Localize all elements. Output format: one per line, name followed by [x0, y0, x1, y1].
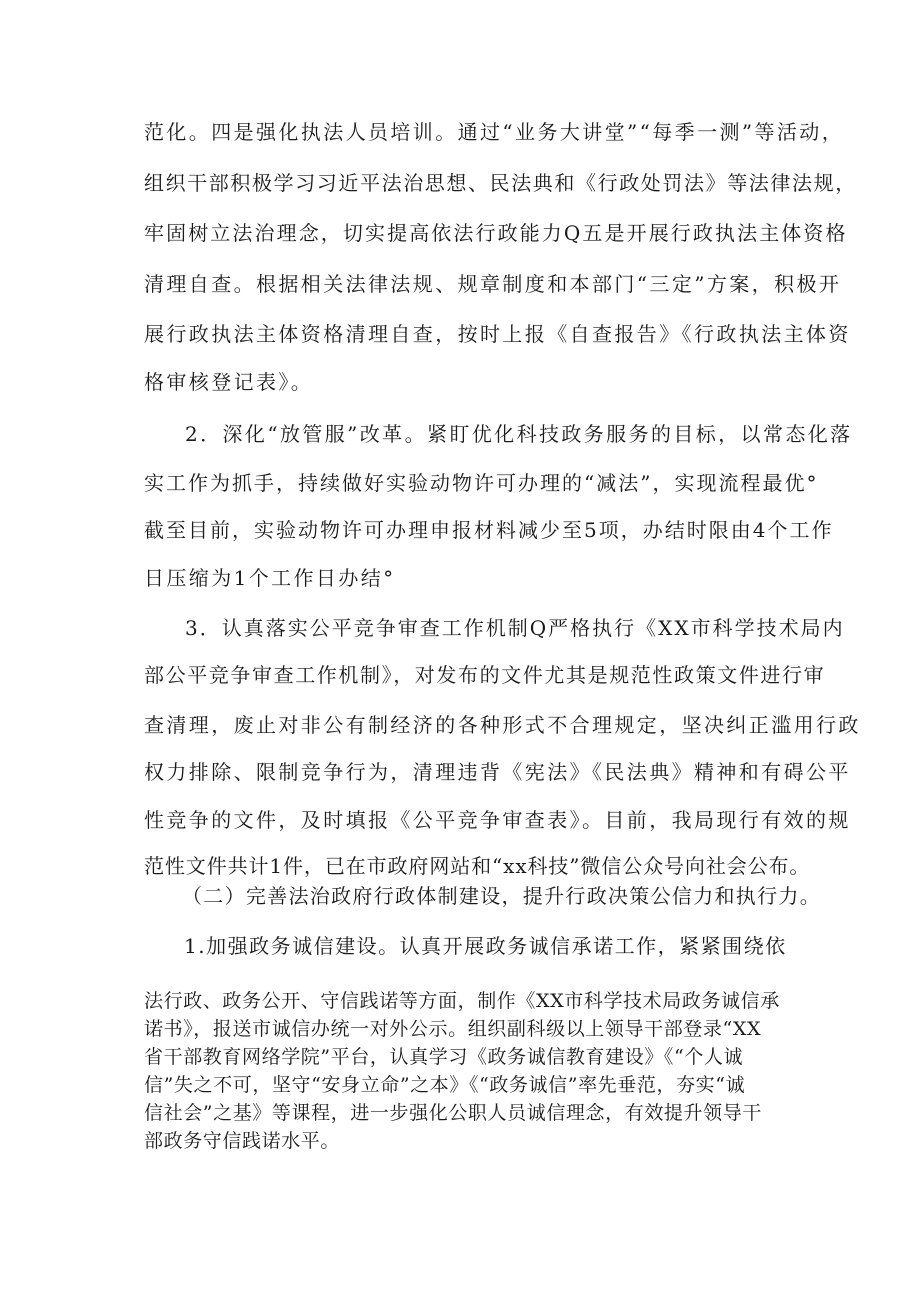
paragraph-line: 部公平竞争审查工作机制》，对发布的文件尤其是规范性政策文件进行审	[144, 663, 826, 687]
paragraph-line: 牢固树立法治理念，切实提高依法行政能力Q五是开展行政执法主体资格	[144, 221, 848, 245]
paragraph-line: 法行政、政务公开、守信践诺等方面，制作《XX市科学技术局政务诚信承	[144, 990, 780, 1012]
paragraph-line: 部政务守信践诺水平。	[144, 1130, 341, 1152]
paragraph-line: 范化。四是强化执法人员培训。通过“业务大讲堂”“每季一测”等活动，	[144, 120, 845, 144]
paragraph-line: 3．认真落实公平竞争审查工作机制Q严格执行《XX市科学技术局内	[185, 616, 845, 640]
paragraph-line: 查清理，废止对非公有制经济的各种形式不合理规定，坚决纠正滥用行政	[144, 713, 861, 737]
paragraph-line: 格审核登记表》。	[144, 370, 314, 394]
paragraph-line: 日压缩为1个工作日办结°	[144, 566, 396, 590]
paragraph-line: 清理自查。根据相关法律法规、规章制度和本部门“三定”方案，积极开	[144, 272, 842, 296]
paragraph-line: 展行政执法主体资格清理自查，按时上报《自查报告》《行政执法主体资	[144, 322, 851, 346]
paragraph-line: 性竞争的文件，及时填报《公平竞争审查表》。目前，我局现行有效的规	[144, 808, 851, 832]
paragraph-line: 组织干部积极学习习近平法治思想、民法典和《行政处罚法》等法律法规，	[144, 171, 857, 195]
paragraph-line: 诺书》，报送市诚信办统一对外公示。组织副科级以上领导干部登录“XX	[144, 1018, 762, 1040]
paragraph-line: 信社会”之基》等课程，进一步强化公职人员诚信理念，有效提升领导干	[144, 1102, 762, 1124]
paragraph-line: 信”失之不可，坚守“安身立命”之本》《“政务诚信”率先垂范，夯实“诚	[144, 1074, 746, 1096]
paragraph-line: 范性文件共计1件，已在市政府网站和“xx科技”微信公众号向社会公布。	[144, 854, 811, 878]
section-heading: （二）完善法治政府行政体制建设，提升行政决策公信力和执行力。	[182, 884, 821, 908]
paragraph-line: 省干部教育网络学院”平台，认真学习《政务诚信教育建设》《“个人诚	[144, 1046, 744, 1068]
paragraph-line: 截至目前，实验动物许可办理申报材料减少至5项，办结时限由4个工作	[144, 518, 834, 542]
paragraph-line: 权力排除、限制竞争行为，清理违背《宪法》《民法典》精神和有碍公平	[144, 760, 851, 784]
paragraph-line: 1.加强政务诚信建设。认真开展政务诚信承诺工作，紧紧围绕依	[184, 934, 787, 958]
paragraph-line: 2．深化“放管服”改革。紧盯优化科技政务服务的目标，以常态化落	[185, 422, 853, 446]
paragraph-line: 实工作为抓手，持续做好实验动物许可办理的“减法”，实现流程最优°	[144, 471, 819, 495]
